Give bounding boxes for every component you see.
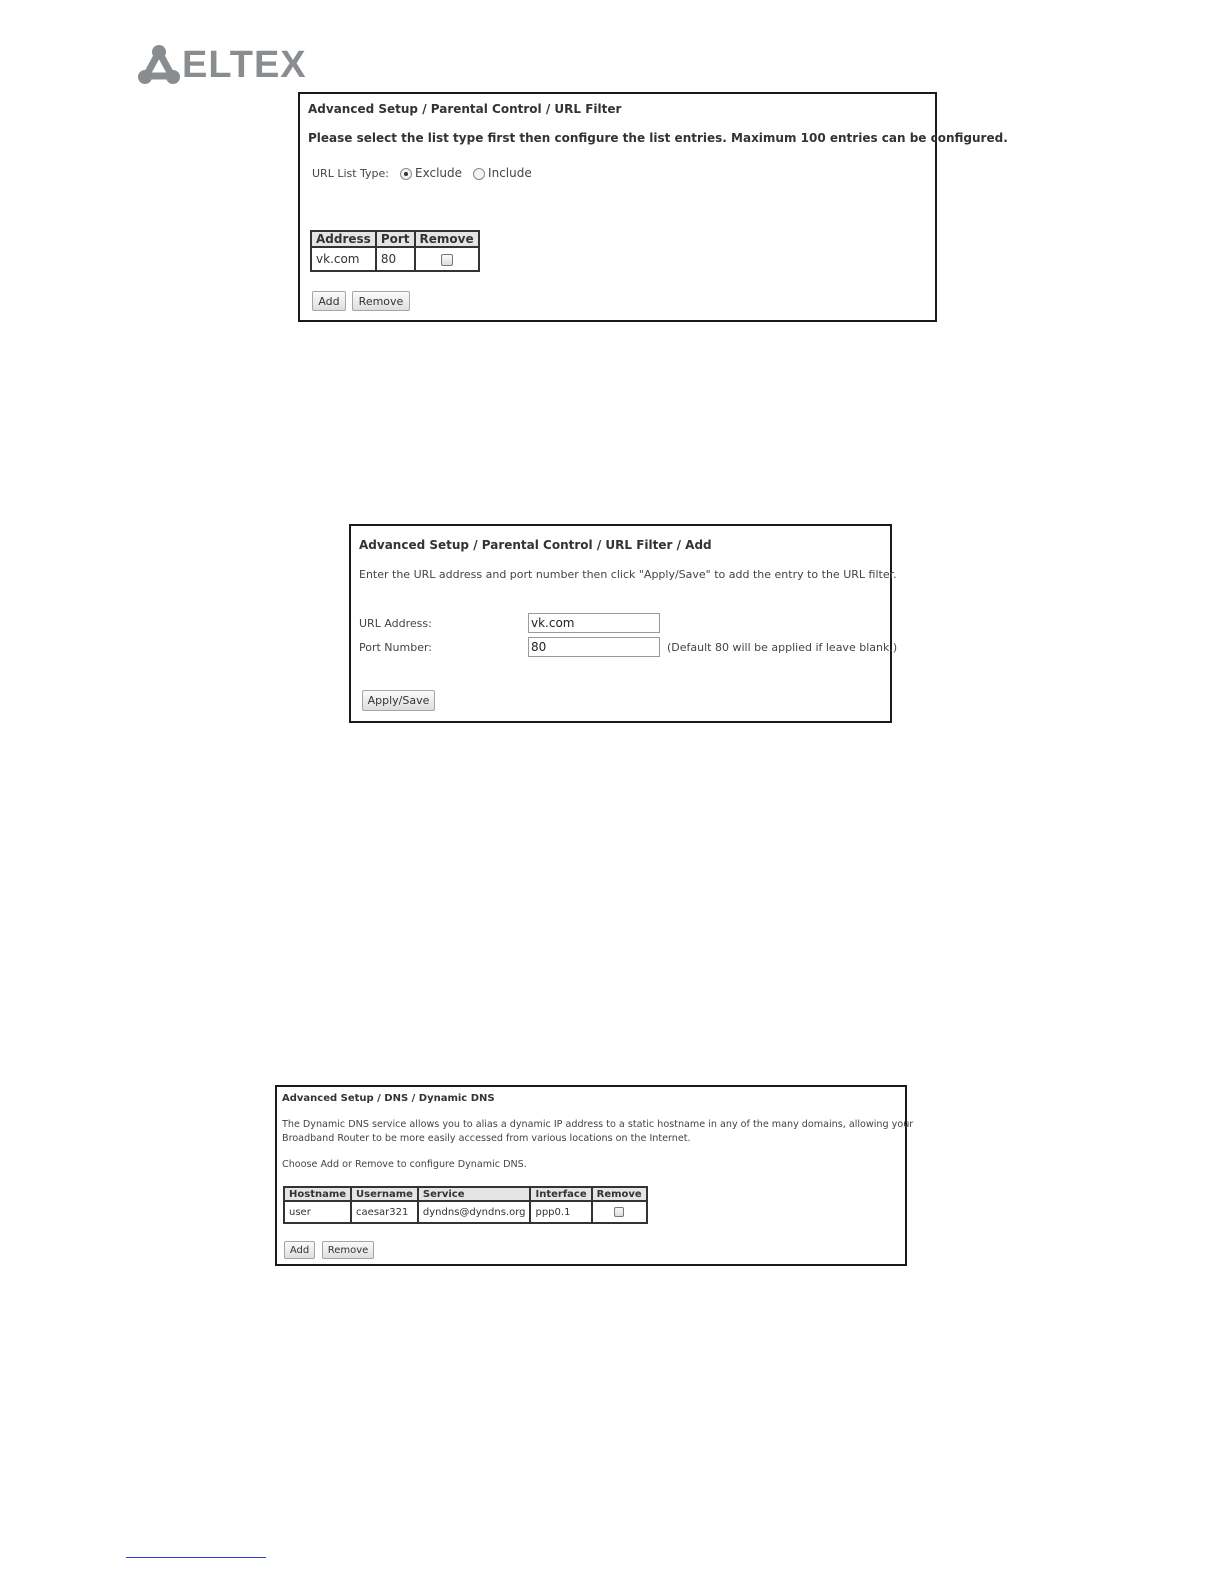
- port-hint: (Default 80 will be applied if leave blank.): [667, 641, 898, 654]
- table-row: [311, 247, 479, 271]
- remove-button[interactable]: Remove: [352, 291, 410, 311]
- col-remove: Remove: [592, 1187, 647, 1201]
- col-interface: Interface: [530, 1187, 591, 1201]
- url-add-panel: [349, 524, 898, 723]
- ddns-table: [283, 1186, 648, 1224]
- include-label[interactable]: Include: [488, 166, 532, 180]
- list-type-label: URL List Type:: [312, 167, 390, 180]
- url-address-label: URL Address:: [359, 617, 432, 630]
- table-row: [284, 1201, 647, 1223]
- cell-service: dyndns@dyndns.org: [418, 1201, 531, 1223]
- radio-exclude[interactable]: [400, 168, 412, 180]
- footer-link-underline: [126, 1557, 266, 1558]
- cell-hostname: user: [284, 1201, 351, 1223]
- choose-text: Choose Add or Remove to configure Dynamic DNS.: [282, 1159, 527, 1170]
- col-address: Address: [311, 231, 376, 247]
- remove-button[interactable]: Remove: [322, 1241, 374, 1259]
- url-address-input[interactable]: vk.com: [528, 613, 660, 633]
- page-title: Advanced Setup / Parental Control / URL Filter / Add: [359, 538, 712, 552]
- page-title: Advanced Setup / Parental Control / URL Filter: [308, 102, 622, 116]
- cell-address: vk.com: [311, 247, 376, 271]
- add-button[interactable]: Add: [312, 291, 346, 311]
- exclude-label[interactable]: Exclude: [415, 166, 463, 180]
- cell-remove: [415, 247, 479, 271]
- ddns-panel: [275, 1085, 914, 1266]
- col-remove: Remove: [415, 231, 479, 247]
- apply-save-button[interactable]: Apply/Save: [362, 690, 435, 711]
- instruction-text: Enter the URL address and port number then click "Apply/Save" to add the entry to the URL filter.: [359, 568, 897, 581]
- port-number-label: Port Number:: [359, 641, 433, 654]
- cell-port: 80: [376, 247, 415, 271]
- cell-username: caesar321: [351, 1201, 418, 1223]
- eltex-logo: [137, 44, 307, 86]
- table-header: [311, 231, 479, 247]
- page-title: Advanced Setup / DNS / Dynamic DNS: [282, 1093, 495, 1104]
- remove-checkbox[interactable]: [441, 254, 453, 266]
- col-service: Service: [418, 1187, 531, 1201]
- eltex-logo-icon: [137, 44, 181, 86]
- col-username: Username: [351, 1187, 418, 1201]
- col-hostname: Hostname: [284, 1187, 351, 1201]
- description-line-1: The Dynamic DNS service allows you to alias a dynamic IP address to a static hostname in any of the many domains, allowing your: [282, 1119, 914, 1130]
- remove-checkbox[interactable]: [614, 1207, 624, 1217]
- cell-remove: [592, 1201, 647, 1223]
- instruction-text: Please select the list type first then configure the list entries. Maximum 100 entries can be configured.: [308, 131, 1008, 145]
- url-table: [310, 230, 480, 272]
- list-type-row: [312, 166, 532, 180]
- add-button[interactable]: Add: [284, 1241, 315, 1259]
- port-number-input[interactable]: 80: [528, 637, 660, 657]
- radio-include[interactable]: [473, 168, 485, 180]
- description-line-2: Broadband Router to be more easily accessed from various locations on the Internet.: [282, 1133, 691, 1144]
- logo-wordmark: ELTEX: [182, 44, 307, 86]
- url-filter-panel: [298, 92, 1008, 322]
- col-port: Port: [376, 231, 415, 247]
- cell-interface: ppp0.1: [530, 1201, 591, 1223]
- table-header: [284, 1187, 647, 1201]
